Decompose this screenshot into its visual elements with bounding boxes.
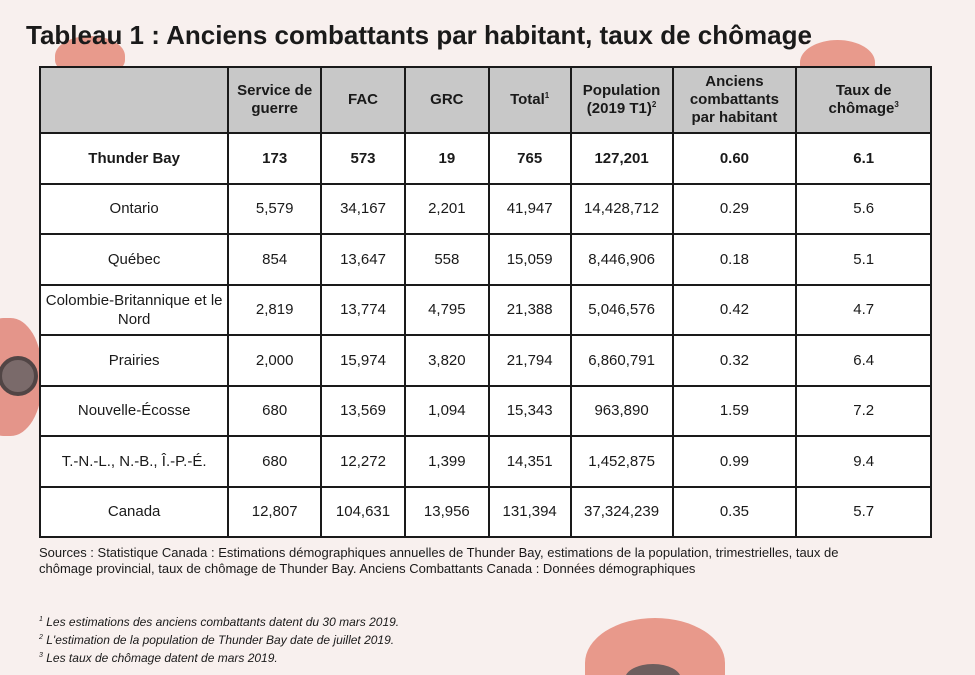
row-label: Prairies — [40, 335, 228, 386]
header-cell: Population (2019 T1)$^2$ — [571, 67, 673, 133]
footnote: $^2$ L'estimation de la population de Thunder Bay date de juillet 2019. — [39, 633, 395, 647]
row-label: Colombie-Britannique et le Nord — [40, 285, 228, 336]
table-cell: 0.42 — [673, 285, 797, 336]
table-cell: 34,167 — [321, 184, 405, 235]
table-cell: 5.7 — [796, 487, 931, 538]
table-cell: 3,820 — [405, 335, 489, 386]
table-cell: 14,428,712 — [571, 184, 673, 235]
table-cell: 0.99 — [673, 436, 797, 487]
table-cell: 12,807 — [228, 487, 321, 538]
table-cell: 5.6 — [796, 184, 931, 235]
table-row — [40, 436, 931, 487]
table-cell: 104,631 — [321, 487, 405, 538]
table-cell: 5,046,576 — [571, 285, 673, 336]
table-cell: 13,774 — [321, 285, 405, 336]
table-cell: 2,819 — [228, 285, 321, 336]
table-cell: 680 — [228, 386, 321, 437]
table-cell: 1,452,875 — [571, 436, 673, 487]
table-cell: 21,794 — [489, 335, 571, 386]
table-cell: 0.32 — [673, 335, 797, 386]
table-row — [40, 386, 931, 437]
table-cell: 558 — [405, 234, 489, 285]
table-cell: 0.35 — [673, 487, 797, 538]
table-cell: 6.1 — [796, 133, 931, 184]
table-cell: 13,647 — [321, 234, 405, 285]
table-cell: 4,795 — [405, 285, 489, 336]
header-cell: Service de guerre — [228, 67, 321, 133]
page-title: Tableau 1 : Anciens combattants par habitant, taux de chômage — [26, 20, 812, 50]
table-cell: 19 — [405, 133, 489, 184]
table-row — [40, 335, 931, 386]
footnote: $^1$ Les estimations des anciens combattants datent du 30 mars 2019. — [39, 615, 400, 629]
table-cell: 41,947 — [489, 184, 571, 235]
table-cell: 6,860,791 — [571, 335, 673, 386]
poppy-decoration — [0, 318, 42, 436]
table-cell: 5,579 — [228, 184, 321, 235]
table-row — [40, 184, 931, 235]
footnote: $^3$ Les taux de chômage datent de mars 2019. — [39, 651, 278, 665]
table-cell: 12,272 — [321, 436, 405, 487]
table-row — [40, 133, 931, 184]
header-cell: Taux de chômage$^3$ — [796, 67, 931, 133]
table-cell: 1.59 — [673, 386, 797, 437]
row-label: Thunder Bay — [40, 133, 228, 184]
table-cell: 15,059 — [489, 234, 571, 285]
table-cell: 9.4 — [796, 436, 931, 487]
table-cell: 15,343 — [489, 386, 571, 437]
table-cell: 8,446,906 — [571, 234, 673, 285]
table-cell: 21,388 — [489, 285, 571, 336]
header-cell: Anciens combattants par habitant — [673, 67, 797, 133]
header-cell: Total$^1$ — [489, 67, 571, 133]
header-cell: GRC — [405, 67, 489, 133]
table-cell: 2,201 — [405, 184, 489, 235]
table-cell: 15,974 — [321, 335, 405, 386]
table-row — [40, 234, 931, 285]
table-row — [40, 487, 931, 538]
table-cell: 0.29 — [673, 184, 797, 235]
table-cell: 7.2 — [796, 386, 931, 437]
table-cell: 13,956 — [405, 487, 489, 538]
table-cell: 2,000 — [228, 335, 321, 386]
table-cell: 5.1 — [796, 234, 931, 285]
table-row — [40, 285, 931, 336]
row-label: Nouvelle-Écosse — [40, 386, 228, 437]
header-cell: FAC — [321, 67, 405, 133]
table-cell: 1,399 — [405, 436, 489, 487]
table-cell: 963,890 — [571, 386, 673, 437]
table-cell: 6.4 — [796, 335, 931, 386]
table-cell: 765 — [489, 133, 571, 184]
table-cell: 131,394 — [489, 487, 571, 538]
table-cell: 1,094 — [405, 386, 489, 437]
table-cell: 173 — [228, 133, 321, 184]
table-cell: 573 — [321, 133, 405, 184]
row-label: Canada — [40, 487, 228, 538]
row-label: Québec — [40, 234, 228, 285]
table-cell: 13,569 — [321, 386, 405, 437]
row-label: T.-N.-L., N.-B., Î.-P.-É. — [40, 436, 228, 487]
table-cell: 127,201 — [571, 133, 673, 184]
header-cell — [40, 67, 228, 133]
table-cell: 0.60 — [673, 133, 797, 184]
table-cell: 14,351 — [489, 436, 571, 487]
table-cell: 4.7 — [796, 285, 931, 336]
data-table — [39, 66, 932, 538]
table-header-row — [40, 67, 931, 133]
table-cell: 37,324,239 — [571, 487, 673, 538]
footnotes — [39, 612, 739, 666]
sources-text: Sources : Statistique Canada : Estimations démographiques annuelles de Thunder Bay, estimations de la population, trimestrielles, taux de chômage provincial, taux de chômage de Thunder Bay. Anciens Combattants Canada : Données démographiques — [39, 545, 839, 576]
table-cell: 0.18 — [673, 234, 797, 285]
table-cell: 854 — [228, 234, 321, 285]
row-label: Ontario — [40, 184, 228, 235]
table-cell: 680 — [228, 436, 321, 487]
